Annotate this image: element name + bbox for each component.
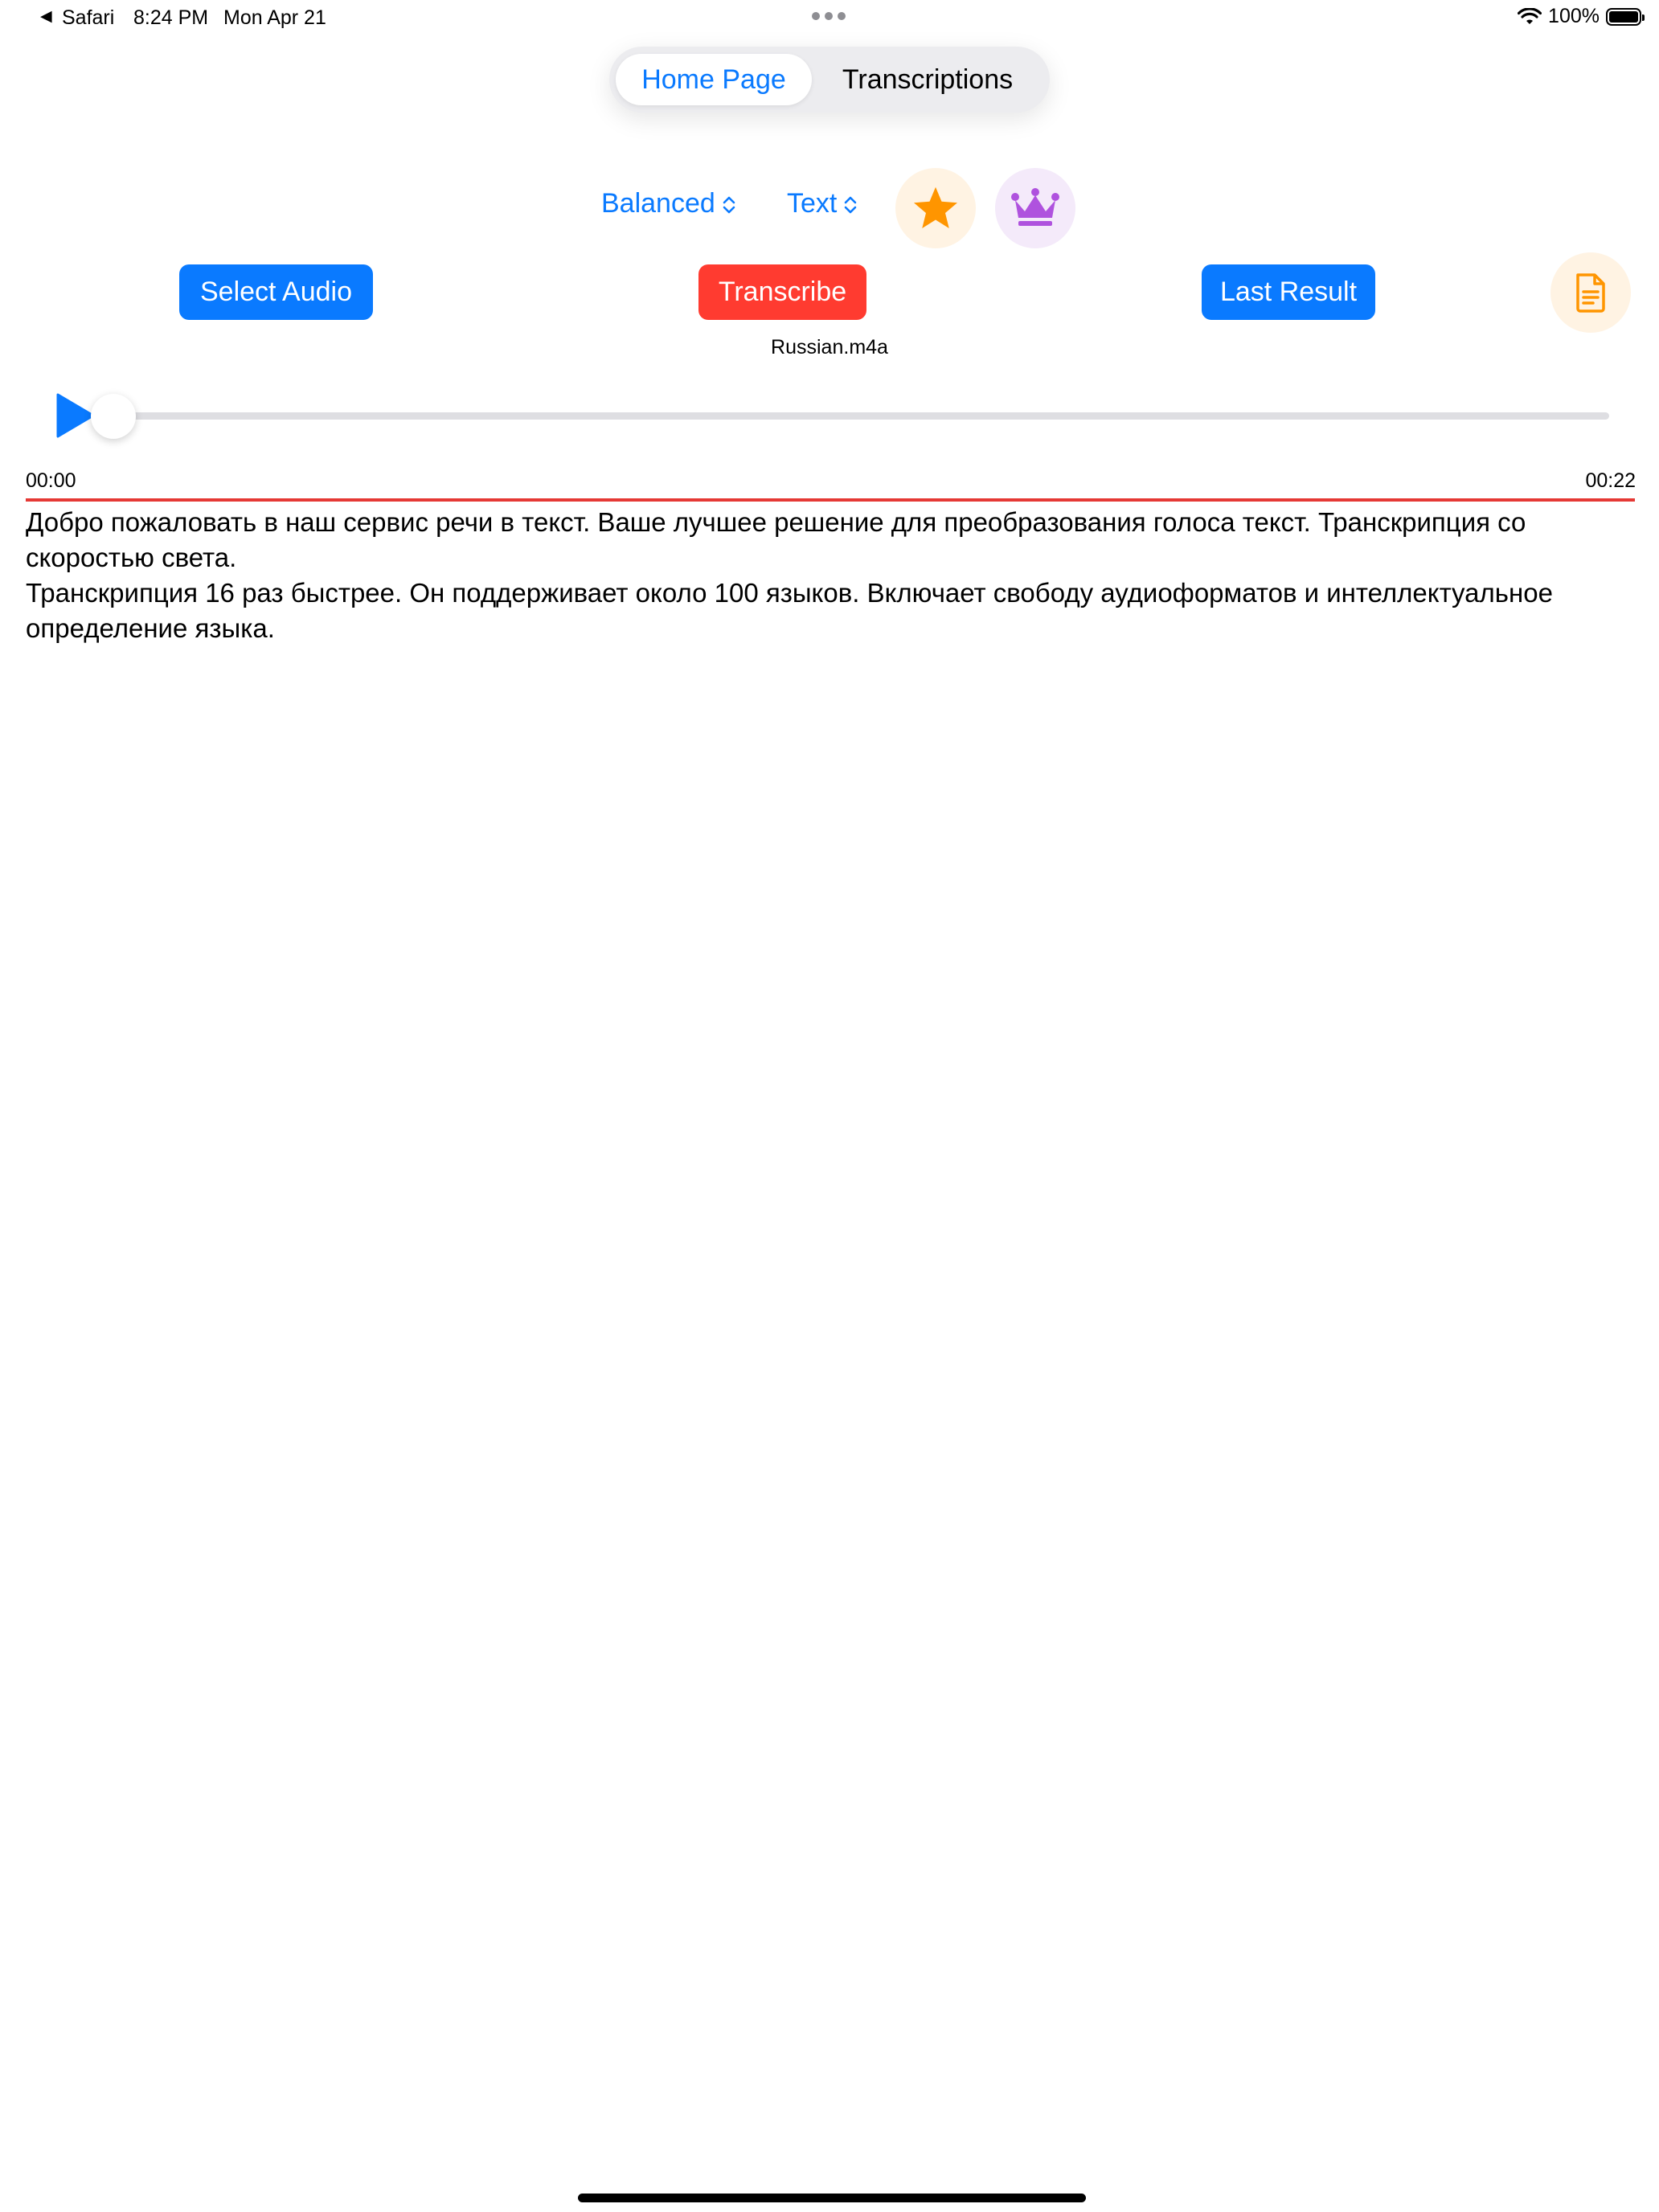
- format-picker[interactable]: [787, 188, 858, 219]
- transcript-paragraph: Транскрипция 16 раз быстрее. Он поддерживает около 100 языков. Включает свободу аудиоформатов и интеллектуальное определение языка.: [26, 578, 1553, 643]
- format-picker-label: Text: [787, 188, 838, 219]
- crown-icon: [1010, 187, 1060, 229]
- status-bar: [0, 0, 1659, 39]
- home-indicator[interactable]: [578, 2194, 1086, 2202]
- battery-icon: [1606, 8, 1641, 26]
- status-date: Mon Apr 21: [223, 6, 326, 29]
- current-time: 00:00: [26, 469, 76, 492]
- chevron-up-down-icon: [722, 194, 736, 216]
- selected-file-name: Russian.m4a: [771, 336, 888, 358]
- tab-transcriptions[interactable]: Transcriptions: [842, 63, 1014, 95]
- transcript-paragraph: Добро пожаловать в наш сервис речи в текст. Ваше лучшее решение для преобразования голоса текст. Транскрипция со скоростью света.: [26, 507, 1526, 572]
- battery-percent: 100%: [1548, 5, 1600, 27]
- mode-picker[interactable]: [601, 188, 736, 219]
- play-icon[interactable]: [55, 393, 95, 438]
- status-time: 8:24 PM: [133, 6, 209, 29]
- tab-switcher: [609, 47, 1050, 113]
- favorite-button[interactable]: [895, 168, 976, 248]
- back-arrow-icon[interactable]: ◀: [40, 8, 52, 25]
- duration-time: 00:22: [1585, 469, 1636, 492]
- transcript-text: [26, 505, 1640, 646]
- select-audio-button[interactable]: Select Audio: [179, 264, 373, 320]
- tab-home-page[interactable]: Home Page: [616, 54, 812, 105]
- last-result-button[interactable]: Last Result: [1202, 264, 1375, 320]
- playback-slider-thumb[interactable]: [91, 394, 136, 439]
- document-button[interactable]: [1550, 252, 1631, 333]
- transcribe-button[interactable]: Transcribe: [698, 264, 866, 320]
- multitasking-dots-icon[interactable]: [812, 8, 847, 24]
- divider: [26, 498, 1635, 502]
- back-to-app-label[interactable]: Safari: [62, 6, 115, 29]
- document-icon: [1573, 272, 1608, 313]
- wifi-icon: [1518, 8, 1542, 26]
- star-icon: [911, 185, 960, 231]
- premium-button[interactable]: [995, 168, 1075, 248]
- mode-picker-label: Balanced: [601, 188, 715, 219]
- playback-track[interactable]: [95, 412, 1609, 420]
- status-right: [1518, 5, 1641, 28]
- chevron-up-down-icon: [843, 194, 858, 216]
